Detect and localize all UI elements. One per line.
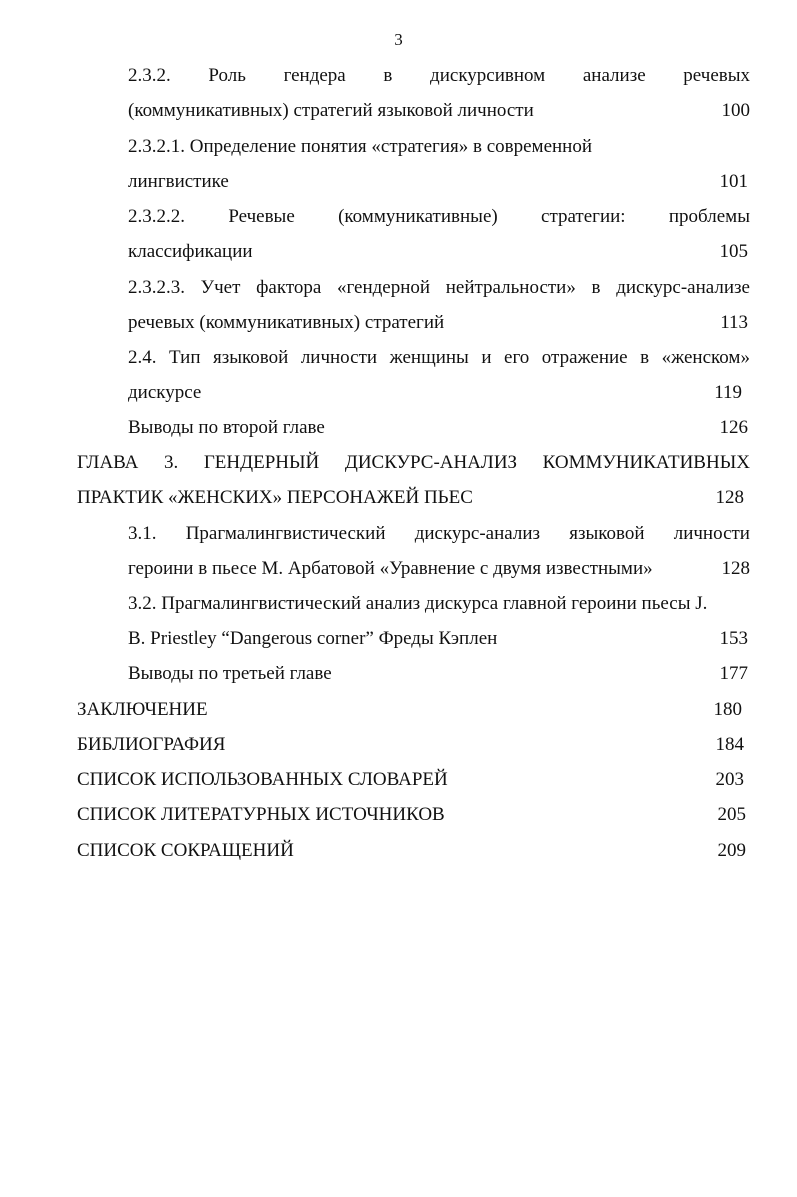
toc-page-number: 126 (719, 417, 748, 438)
word: и (481, 347, 492, 368)
word: в (383, 65, 393, 86)
word: ГЛАВА (77, 452, 139, 473)
toc-entry-abbreviations: СПИСОК СОКРАЩЕНИЙ (77, 840, 294, 861)
word: дискурс-анализе (616, 277, 750, 298)
word: КОММУНИКАТИВНЫХ (542, 452, 750, 473)
toc-entry-3-2-line-1: 3.2. Прагмалингвистический анализ дискурса главной героини пьесы J. (128, 593, 708, 614)
toc-page-number: 100 (721, 100, 750, 121)
word: женщины (389, 347, 469, 368)
toc-entry-conclusions-chapter-2: Выводы по второй главе (128, 417, 325, 438)
toc-page-number: 177 (719, 663, 748, 684)
word: языковой (213, 347, 289, 368)
toc-page-number: 128 (721, 558, 750, 579)
toc-page-number: 203 (715, 769, 744, 790)
toc-entry-2-3-2-1-line-2: лингвистике (128, 171, 229, 192)
word: фактора (256, 277, 322, 298)
word: ГЕНДЕРНЫЙ (203, 452, 320, 473)
word: стратегии: (541, 206, 626, 227)
toc-entry-literary-sources: СПИСОК ЛИТЕРАТУРНЫХ ИСТОЧНИКОВ (77, 804, 445, 825)
word: отражение (541, 347, 628, 368)
toc-entry-2-3-2-line-2: (коммуникативных) стратегий языковой личности (128, 100, 534, 121)
toc-entry-2-4-line-2: дискурсе (128, 382, 202, 403)
toc-page-number: 205 (717, 804, 746, 825)
toc-page-number: 180 (713, 699, 742, 720)
word: речевых (683, 65, 750, 86)
word: «женском» (661, 347, 750, 368)
word: личности (300, 347, 378, 368)
word: Роль (208, 65, 246, 86)
word: нейтральности» (445, 277, 576, 298)
word: его (504, 347, 530, 368)
toc-entry-3-2-line-2: B. Priestley “Dangerous corner” Фреды Кэплен (128, 628, 498, 649)
toc-entry-chapter-3-line-1 (77, 451, 750, 475)
page-number: 3 (394, 30, 403, 49)
toc-entry-2-3-2-2-line-1 (128, 205, 750, 229)
toc-page-number: 113 (720, 312, 748, 333)
word: Тип (169, 347, 201, 368)
word: 2.3.2.3. (128, 277, 185, 298)
word: в (591, 277, 601, 298)
word: (коммуникативные) (338, 206, 498, 227)
toc-page-number: 101 (719, 171, 748, 192)
word: дискурсивном (430, 65, 546, 86)
word: проблемы (668, 206, 750, 227)
toc-entry-2-3-2-3-line-1 (128, 276, 750, 300)
toc-page-number: 105 (719, 241, 748, 262)
word: 2.4. (128, 347, 157, 368)
toc-page-number: 128 (715, 487, 744, 508)
word: в (640, 347, 650, 368)
word: личности (673, 523, 750, 544)
word: 3. (163, 452, 179, 473)
word: языковой (569, 523, 645, 544)
word: Речевые (228, 206, 295, 227)
toc-entry-2-3-2-line-1 (128, 64, 750, 88)
word: ДИСКУРС-АНАЛИЗ (344, 452, 518, 473)
word: Учет (200, 277, 241, 298)
word: «гендерной (336, 277, 431, 298)
toc-page-number: 209 (717, 840, 746, 861)
word: 2.3.2. (128, 65, 171, 86)
word: Прагмалингвистический (185, 523, 386, 544)
toc-entry-dictionaries: СПИСОК ИСПОЛЬЗОВАННЫХ СЛОВАРЕЙ (77, 769, 448, 790)
toc-entry-bibliography: БИБЛИОГРАФИЯ (77, 734, 226, 755)
word: анализе (582, 65, 646, 86)
toc-entry-2-3-2-3-line-2: речевых (коммуникативных) стратегий (128, 312, 445, 333)
word: гендера (283, 65, 346, 86)
word: 3.1. (128, 523, 157, 544)
toc-entry-chapter-3-line-2: ПРАКТИК «ЖЕНСКИХ» ПЕРСОНАЖЕЙ ПЬЕС (77, 487, 473, 508)
word: дискурс-анализ (414, 523, 541, 544)
toc-entry-2-3-2-1-line-1: 2.3.2.1. Определение понятия «стратегия» в современной (128, 136, 593, 157)
toc-page-number: 119 (714, 382, 742, 403)
toc-entry-3-1-line-1 (128, 522, 750, 546)
toc-entry-2-4-line-1 (128, 346, 750, 370)
toc-page-number: 184 (715, 734, 744, 755)
toc-entry-conclusion: ЗАКЛЮЧЕНИЕ (77, 699, 208, 720)
toc-entry-3-1-line-2: героини в пьесе М. Арбатовой «Уравнение с двумя известными» (128, 558, 653, 579)
toc-entry-2-3-2-2-line-2: классификации (128, 241, 253, 262)
word: 2.3.2.2. (128, 206, 185, 227)
toc-entry-conclusions-chapter-3: Выводы по третьей главе (128, 663, 332, 684)
toc-page-number: 153 (719, 628, 748, 649)
